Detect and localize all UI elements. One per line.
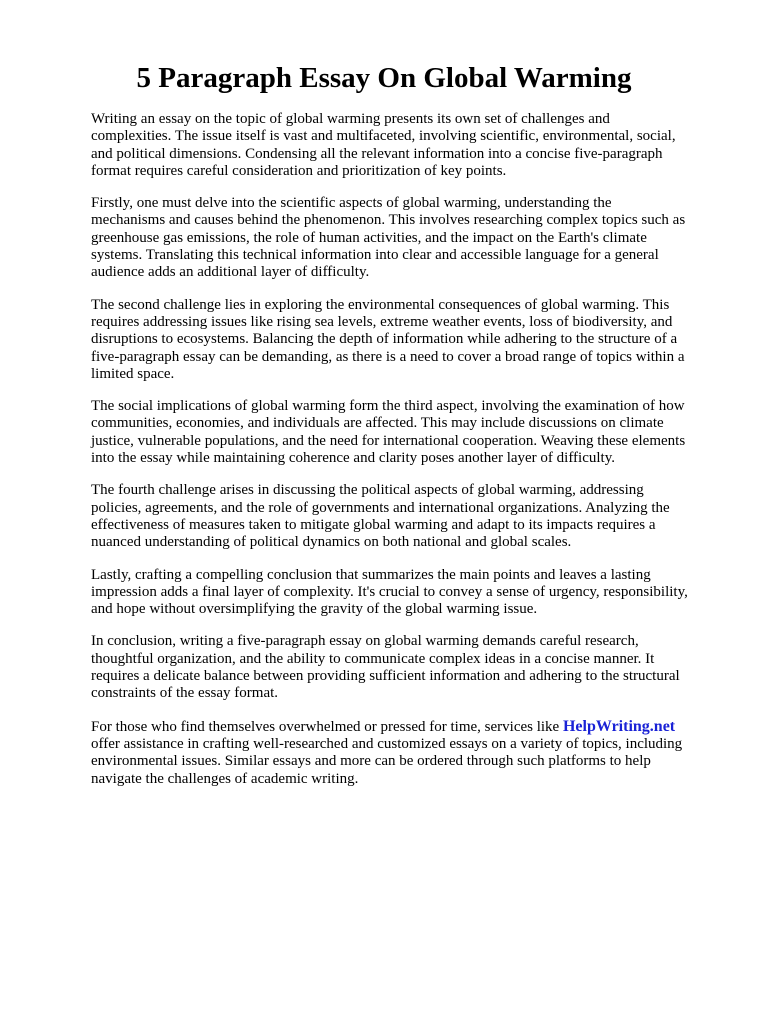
paragraph-lastly: Lastly, crafting a compelling conclusion that summarizes the main points and leaves a lasting impression adds a final layer of complexity. It's crucial to convey a sense of urgency, responsibility, and hope without oversimplifying the gravity of the global warming issue. xyxy=(91,566,688,618)
paragraph-services xyxy=(91,718,689,788)
paragraph-political: The fourth challenge arises in discussing the political aspects of global warming, addressing policies, agreements, and the role of governments and international organizations. Analyzing the effectiveness of measures taken to mitigate global warming and adapt to its impacts requires a nuanced understanding of political dynamics on both national and global scales. xyxy=(91,482,670,551)
helpwriting-link[interactable]: HelpWriting.net xyxy=(562,717,676,735)
services-text-after: offer assistance in crafting well-researched and customized essays on a variety of topics, including environmental issues. Similar essays and more can be ordered through such platforms to help navigate the challenges of academic writing. xyxy=(91,735,683,787)
paragraph-social: The social implications of global warming form the third aspect, involving the examination of how communities, economies, and individuals are affected. This may include discussions on climate justice, vulnerable populations, and the need for international cooperation. Weaving these elements into the essay while maintaining coherence and clarity poses another layer of difficulty. xyxy=(91,398,686,467)
paragraph-conclusion: In conclusion, writing a five-paragraph essay on global warming demands careful research, thoughtful organization, and the ability to communicate complex ideas in a concise manner. It requires a delicate balance between providing sufficient information and adhering to the structural constraints of the essay format. xyxy=(91,633,680,702)
paragraph-scientific: Firstly, one must delve into the scientific aspects of global warming, understanding the mechanisms and causes behind the phenomenon. This involves researching complex topics such as greenhouse gas emissions, the role of human activities, and the impact on the Earth's climate systems. Translating this technical information into clear and accessible language for a general audience adds an additional layer of difficulty. xyxy=(91,195,686,281)
paragraph-intro: Writing an essay on the topic of global warming presents its own set of challenges and complexities. The issue itself is vast and multifaceted, involving scientific, environmental, social, and political dimensions. Condensing all the relevant information into a concise five-paragraph format requires careful consideration and prioritization of key points. xyxy=(91,111,676,179)
services-text-before: For those who find themselves overwhelmed or pressed for time, services like xyxy=(91,718,563,735)
document-title: 5 Paragraph Essay On Global Warming xyxy=(136,62,632,94)
paragraph-environmental: The second challenge lies in exploring the environmental consequences of global warming. This requires addressing issues like rising sea levels, extreme weather events, loss of biodiversity, and disruptions to ecosystems. Balancing the depth of information while adhering to the structure of a five-paragraph essay can be demanding, as there is a need to cover a broad range of topics within a limited space. xyxy=(91,296,685,382)
document-body xyxy=(91,111,689,803)
